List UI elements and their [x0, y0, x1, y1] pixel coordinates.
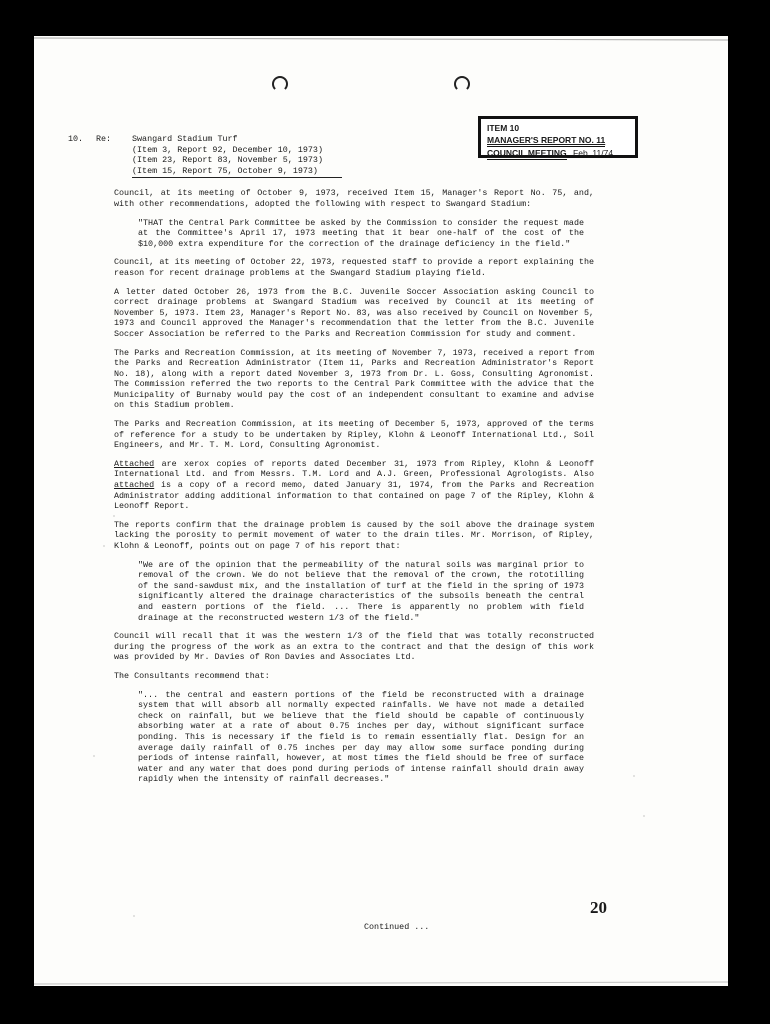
page-number: 20	[590, 898, 607, 917]
paragraph-juvenile-soccer: A letter dated October 26, 1973 from the B.C. Juvenile Soccer Association asking Council to correct drainage problems at Swangard Stadium was received by Council at its meeting of November 5, 1973. Item 23, Manager's Report No. 83, was also received by Council on November 5, 1973 and Council approved the Manager's recommendation that the letter from the B.C. Juvenile Soccer Association be referred to the Parks and Recreation Commission for study and comment.	[114, 286, 594, 339]
re-label: Re:	[96, 134, 112, 144]
document-body	[68, 134, 594, 793]
paragraph-commission-dec5: The Parks and Recreation Commission, at its meeting of December 5, 1973, approved of the terms of reference for a study to be undertaken by Ripley, Klohn & Leonoff International Ltd., Soil Engineers, and Mr. T. M. Lord, Consulting Agronomist.	[114, 419, 594, 451]
paragraph-consultants-recommend: The Consultants recommend that:	[114, 670, 270, 681]
quote-morrison: "We are of the opinion that the permeability of the natural soils was marginal prior to removal of the crown. We do not believe that the removal of the crown, the rototilling of the sand-sawdust mix, and the installation of turf at the field in the spring of 1973 significantly altered the drainage characteristics of the subsoils beneath the central and eastern portions of the field. ... There is apparently no problem with field drainage at the reconstructed western 1/3 of the field."	[138, 559, 584, 623]
punch-hole-right	[454, 76, 470, 92]
box-meeting-label: COUNCIL MEETING	[487, 148, 567, 158]
attached-text-b: is a copy of a record memo, dated January 31, 1974, from the Parks and Recreation Administrator adding additional information to that contained on page 7 of the Ripley, Klohn & Leonoff Report.	[114, 480, 594, 512]
quote-central-park: "THAT the Central Park Committee be asked by the Commission to consider the request made at the Committee's April 17, 1973 meeting that it bear one-half of the cost of the $10,000 extra expenditure for the correction of the drainage deficiency in the field."	[138, 217, 584, 249]
paragraph-council-oct22: Council, at its meeting of October 22, 1973, requested staff to provide a report explaining the reason for recent drainage problems at the Swangard Stadium playing field.	[114, 257, 594, 278]
subject-line: (Item 23, Report 83, November 5, 1973)	[132, 155, 323, 166]
quote-consultants: "... the central and eastern portions of the field be reconstructed with a drainage system that will absorb all normally expected rainfalls. We have not made a detailed check on rainfall, but we believe that the field should be capable of continuously absorbing water at a rate of about 0.75 inches per day, without significant surface ponding. This is necessary if the field is to remain essentially flat. Design for an average daily rainfall of 0.75 inches per day may allow some surface ponding during periods of intense rainfall, however, at most times the field should be free of surface water and any water that does pond during periods of intense rainfall should drain away rapidly when the intensity of rainfall decreases."	[138, 689, 584, 785]
attached-text-a: are xerox copies of reports dated December 31, 1973 from Ripley, Klohn & Leonoff International Ltd. and from Messrs. T.M. Lord and A.J. Green, Professional Agrologists. Also	[114, 458, 594, 480]
item-number: 10.	[68, 134, 84, 144]
paragraph-attached	[114, 459, 594, 512]
attached-word-2: attached	[114, 480, 155, 491]
punch-holes	[34, 76, 728, 96]
box-report-text: MANAGER'S REPORT NO. 11	[487, 135, 606, 145]
paragraph-reports-confirm: The reports confirm that the drainage problem is caused by the soil above the drainage system lacking the porosity to permit movement of water to the drain tiles. Mr. Morrison, of Ripley, Klohn & Leonoff, points out on page 7 of his report that:	[114, 519, 594, 551]
box-item: ITEM 10	[487, 123, 520, 133]
attached-word: Attached	[114, 458, 155, 469]
box-meeting-date: Feb. 11/74	[573, 148, 614, 158]
subject-line: Swangard Stadium Turf	[132, 134, 238, 144]
continued-note: Continued ...	[364, 922, 430, 932]
subject-line: (Item 3, Report 92, December 10, 1973)	[132, 144, 323, 155]
subject-line: (Item 15, Report 75, October 9, 1973)	[132, 165, 318, 176]
punch-hole-left	[272, 76, 288, 92]
document-page	[34, 36, 728, 986]
subject-lines	[132, 134, 342, 178]
paragraph-council-oct9: Council, at its meeting of October 9, 1973, received Item 15, Manager's Report No. 75, and, with other recommendations, adopted the following with respect to Swangard Stadium:	[114, 188, 594, 209]
paragraph-western-third: Council will recall that it was the western 1/3 of the field that was totally reconstructed during the progress of the work as an extra to the contract and that the design of this work was provided by Mr. Davies of Ron Davies and Associates Ltd.	[114, 631, 594, 663]
subject-block	[68, 134, 594, 178]
paragraph-commission-nov7: The Parks and Recreation Commission, at its meeting of November 7, 1973, received a report from the Parks and Recreation Administrator (Item 11, Parks and Recreation Administrator's Report No. 18), along with a report dated November 3, 1973 from Dr. L. Goss, Consulting Agronomist. The Commission referred the two reports to the Central Park Committee with the advice that the Municipality of Burnaby would pay the cost of an independent consultant to examine and advise on this Stadium problem.	[114, 347, 594, 411]
